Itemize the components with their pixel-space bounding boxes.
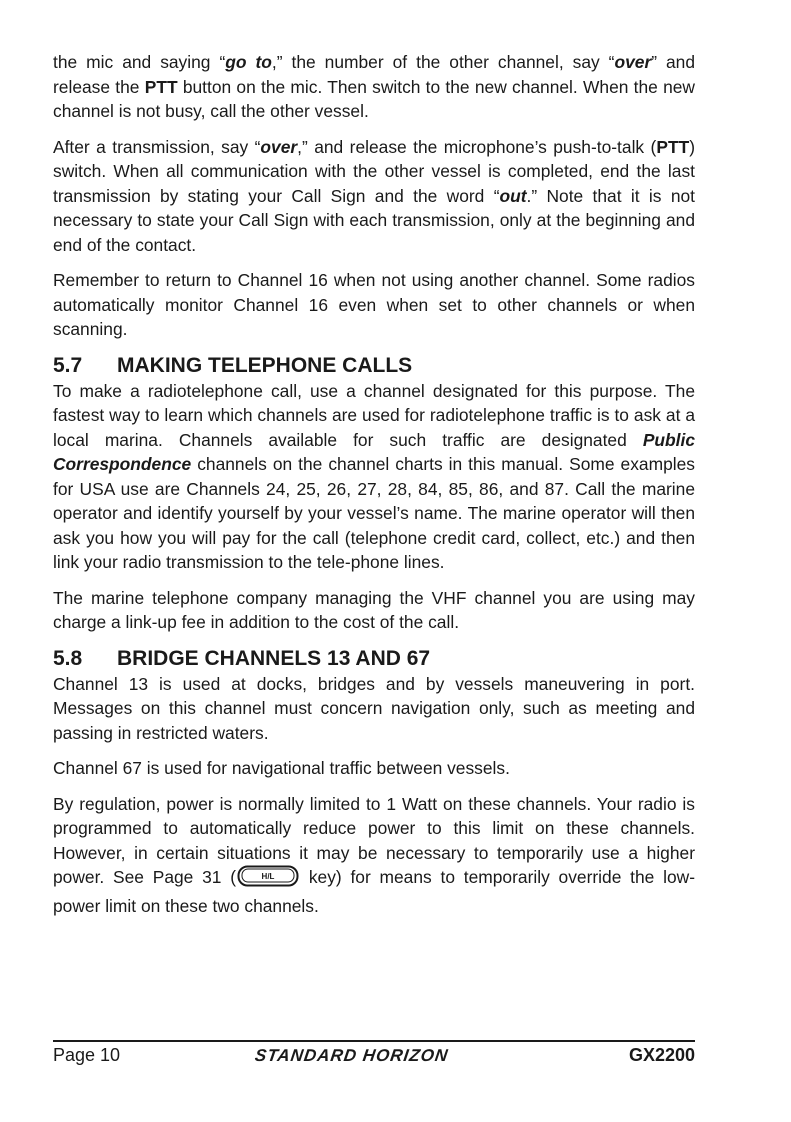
emphasis-ptt: PTT xyxy=(656,136,690,157)
emphasis-public-correspondence: Public Correspondence xyxy=(53,429,695,474)
page-footer xyxy=(53,1040,695,1070)
page-number: Page 10 xyxy=(53,1045,121,1065)
paragraph-go-to: the mic and saying “go to,” the number of the other channel, say “over” and release the PTT button on the mic. Then switch to the new channel. When the new channel is not busy, call the other vessel. xyxy=(53,52,696,121)
paragraph-power-limit: By regulation, power is normally limited to 1 Watt on these channels. Your radio is programmed to automatically reduce power to this limit on these channels. However, in certain situations it may be necessary to temporarily use a higher power. See Page 31 ( H/L key) for means to temporarily override the low-power limit on these two channels. xyxy=(53,793,696,916)
section-number: 5.7 xyxy=(53,353,83,377)
paragraph-channel-16: Remember to return to Channel 16 when not using another channel. Some radios automatically monitor Channel 16 even when set to other channels or when scanning. xyxy=(53,270,695,339)
hl-key-icon xyxy=(237,865,299,894)
section-number: 5.8 xyxy=(53,646,83,670)
hl-key-label: H/L xyxy=(261,872,275,881)
emphasis-go-to: go to xyxy=(225,52,272,72)
paragraph-telephone-calls: To make a radiotelephone call, use a channel designated for this purpose. The fastest way to learn which channels are used for radiotelephone traffic is to ask at a local marina. Channels available for such traffic are designated Public Correspondence channels on the channel charts in this manual. Some examples for USA use are Channels 24, 25, 26, 27, 28, 84, 85, 86, and 87. Call the marine operator and identify yourself by your vessel’s name. The marine operator will then ask you how you will pay for the call (telephone credit card, collect, etc.) and then link your radio transmission to the tele-phone lines. xyxy=(53,380,695,572)
section-title: MAKING TELEPHONE CALLS xyxy=(117,353,413,377)
paragraph-channel-13: Channel 13 is used at docks, bridges and by vessels maneuvering in port. Messages on this channel must concern navigation only, such as meeting and passing in restricted waters. xyxy=(53,673,695,743)
emphasis-over: over xyxy=(260,136,298,157)
section-heading-5-7 xyxy=(53,353,695,379)
paragraph-channel-67: Channel 67 is used for navigational traffic between vessels. xyxy=(53,758,510,778)
paragraph-link-up-fee: The marine telephone company managing the VHF channel you are using may charge a link-up fee in addition to the cost of the call. xyxy=(53,587,695,632)
section-title: BRIDGE CHANNELS 13 AND 67 xyxy=(117,646,431,670)
emphasis-out: out xyxy=(499,185,527,206)
paragraph-after-transmission: After a transmission, say “over,” and release the microphone’s push-to-talk (PTT) switch. When all communication with the other vessel is completed, end the last transmission by stating your Call Sign and the word “out.” Note that it is not necessary to state your Call Sign with each transmission, only at the beginning and end of the contact. xyxy=(53,136,695,255)
emphasis-over: over xyxy=(614,52,652,72)
model-number: GX2200 xyxy=(628,1045,695,1065)
brand-logo: STANDARD HORIZON xyxy=(253,1046,450,1065)
section-heading-5-8 xyxy=(53,646,695,672)
emphasis-ptt: PTT xyxy=(144,76,178,97)
footer-rule xyxy=(53,1040,695,1042)
document-body xyxy=(53,50,695,929)
